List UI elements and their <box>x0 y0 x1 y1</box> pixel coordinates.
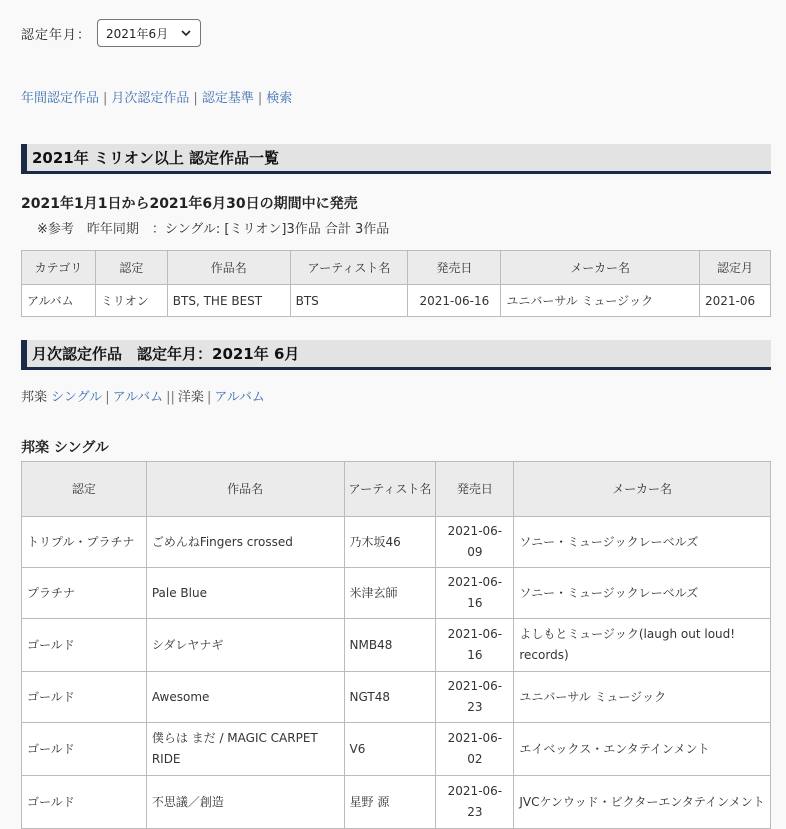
column-header: メーカー名 <box>501 251 700 285</box>
table-cell: V6 <box>344 723 436 776</box>
nav-monthly-link[interactable]: 月次認定作品 <box>111 91 190 106</box>
table-row <box>22 672 771 723</box>
nav-separator: | <box>257 91 263 106</box>
column-header: アーティスト名 <box>344 462 436 517</box>
table-cell: 2021-06-16 <box>436 568 514 619</box>
table-cell: 米津玄師 <box>344 568 436 619</box>
table-cell: ゴールド <box>22 776 147 829</box>
table-cell: 2021-06 <box>700 285 771 317</box>
table-cell: 2021-06-02 <box>436 723 514 776</box>
table-row <box>22 619 771 672</box>
table-cell: エイベックス・エンタテインメント <box>514 723 771 776</box>
column-header: 認定 <box>22 462 147 517</box>
cert-month-label: 認定年月： <box>21 27 92 43</box>
domestic-album-link[interactable]: アルバム <box>112 390 164 405</box>
column-header: 認定月 <box>700 251 771 285</box>
table-cell: ソニー・ミュージックレーベルズ <box>514 517 771 568</box>
column-header: 作品名 <box>146 462 344 517</box>
million-table <box>21 250 771 317</box>
table-cell: トリプル・プラチナ <box>22 517 147 568</box>
column-header: アーティスト名 <box>290 251 408 285</box>
table-cell: ごめんねFingers crossed <box>146 517 344 568</box>
cert-month-selector-row <box>21 19 201 47</box>
table-cell: NGT48 <box>344 672 436 723</box>
table-cell: 2021-06-16 <box>436 619 514 672</box>
top-nav <box>21 87 292 106</box>
table-cell: 星野 源 <box>344 776 436 829</box>
table-cell: BTS, THE BEST <box>167 285 290 317</box>
nav-annual-link[interactable]: 年間認定作品 <box>21 91 100 106</box>
table-cell: シダレヤナギ <box>146 619 344 672</box>
cert-month-select[interactable] <box>97 19 201 47</box>
table-cell: JVCケンウッド・ビクターエンタテインメント <box>514 776 771 829</box>
nav-search-link[interactable]: 検索 <box>266 91 293 106</box>
column-header: 認定 <box>95 251 167 285</box>
foreign-album-link[interactable]: アルバム <box>214 390 265 405</box>
table-cell: ゴールド <box>22 723 147 776</box>
column-header: メーカー名 <box>514 462 771 517</box>
single-table-header-row <box>22 462 771 517</box>
column-header: 発売日 <box>408 251 501 285</box>
table-cell: 僕らは まだ / MAGIC CARPET RIDE <box>146 723 344 776</box>
table-cell: プラチナ <box>22 568 147 619</box>
domestic-single-title: 邦楽 シングル <box>21 440 109 456</box>
table-cell: 不思議／創造 <box>146 776 344 829</box>
nav-criteria-link[interactable]: 認定基準 <box>201 91 254 106</box>
table-cell: ユニバーサル ミュージック <box>501 285 700 317</box>
monthly-section-title: 月次認定作品 認定年月：2021年 6月 <box>21 340 771 370</box>
column-header: カテゴリ <box>22 251 96 285</box>
column-header: 発売日 <box>436 462 514 517</box>
column-header: 作品名 <box>167 251 290 285</box>
table-cell: 2021-06-23 <box>436 672 514 723</box>
chevron-down-icon <box>180 27 192 39</box>
table-row <box>22 568 771 619</box>
table-cell: 乃木坂46 <box>344 517 436 568</box>
table-cell: 2021-06-16 <box>408 285 501 317</box>
table-cell: ゴールド <box>22 619 147 672</box>
table-cell: Awesome <box>146 672 344 723</box>
domestic-single-table <box>21 461 771 829</box>
table-row <box>22 723 771 776</box>
table-cell: 2021-06-09 <box>436 517 514 568</box>
table-cell: Pale Blue <box>146 568 344 619</box>
genre-nav: 邦楽 シングル | アルバム || 洋楽 | アルバム <box>21 390 265 405</box>
table-cell: ソニー・ミュージックレーベルズ <box>514 568 771 619</box>
table-cell: BTS <box>290 285 408 317</box>
table-row <box>22 517 771 568</box>
million-reference: ※参考 昨年同期 ：シングル: [ミリオン]3作品 合計 3作品 <box>37 222 390 237</box>
nav-separator: | <box>103 91 108 106</box>
foreign-label: 洋楽 <box>177 390 204 405</box>
table-row <box>22 776 771 829</box>
table-cell: 2021-06-23 <box>436 776 514 829</box>
table-cell: NMB48 <box>344 619 436 672</box>
table-cell: ミリオン <box>95 285 167 317</box>
table-cell: ユニバーサル ミュージック <box>514 672 771 723</box>
domestic-label: 邦楽 <box>21 390 48 405</box>
domestic-single-link[interactable]: シングル <box>51 390 103 405</box>
table-cell: ゴールド <box>22 672 147 723</box>
million-period: 2021年1月1日から2021年6月30日の期間中に発売 <box>21 196 358 212</box>
million-section-title: 2021年 ミリオン以上 認定作品一覧 <box>21 144 771 174</box>
table-cell: よしもとミュージック(laugh out loud! records) <box>514 619 771 672</box>
cert-month-value: 2021年6月 <box>106 26 169 41</box>
million-table-header-row <box>22 251 771 285</box>
table-row <box>22 285 771 317</box>
nav-separator: | <box>193 91 198 106</box>
table-cell: アルバム <box>22 285 96 317</box>
